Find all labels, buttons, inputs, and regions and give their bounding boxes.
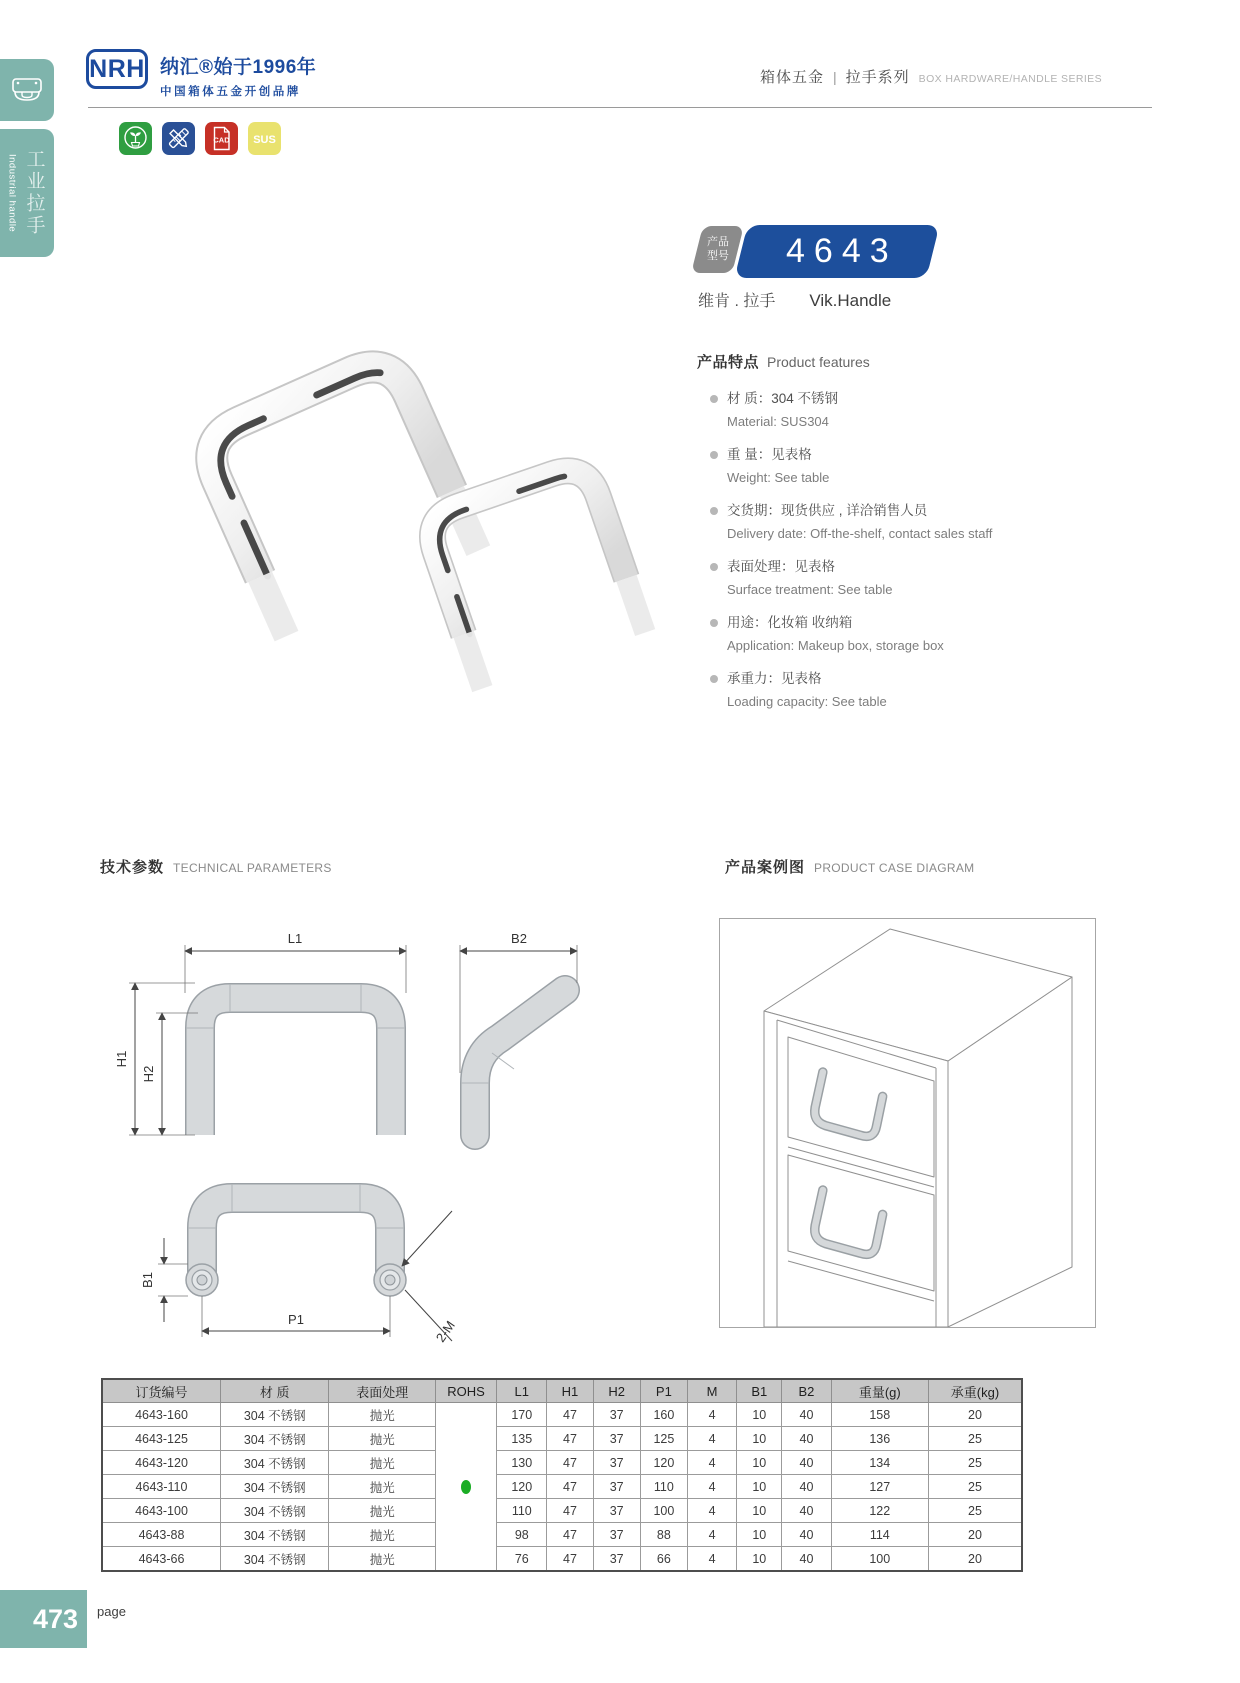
tech-params-title-en: TECHNICAL PARAMETERS bbox=[173, 861, 332, 875]
series-title bbox=[760, 66, 1102, 87]
table-cell: 40 bbox=[782, 1547, 831, 1572]
table-cell: 4643-110 bbox=[102, 1475, 221, 1499]
table-cell: 20 bbox=[929, 1403, 1023, 1427]
table-cell: 47 bbox=[547, 1547, 593, 1572]
table-cell: 158 bbox=[831, 1403, 928, 1427]
table-cell: 4643-88 bbox=[102, 1523, 221, 1547]
table-cell: 4643-160 bbox=[102, 1403, 221, 1427]
table-cell: 127 bbox=[831, 1475, 928, 1499]
table-cell: 120 bbox=[497, 1475, 547, 1499]
feature-text-en: Material: SUS304 bbox=[727, 414, 829, 429]
tech-params-title-cn: 技术参数 bbox=[100, 859, 165, 876]
technical-drawing bbox=[100, 893, 662, 1355]
table-cell: 136 bbox=[831, 1427, 928, 1451]
sus-glyph bbox=[248, 122, 281, 155]
spec-table bbox=[101, 1378, 1023, 1572]
tech-params-header bbox=[100, 856, 332, 877]
table-cell: 98 bbox=[497, 1523, 547, 1547]
table-cell: 304 不锈钢 bbox=[221, 1403, 329, 1427]
spec-col-header: 重量(g) bbox=[831, 1379, 928, 1403]
table-cell: 88 bbox=[640, 1523, 687, 1547]
feature-text-cn: 表面处理：见表格 bbox=[727, 559, 835, 574]
case-diagram-header bbox=[725, 856, 974, 877]
model-tag bbox=[691, 226, 744, 273]
table-cell: 304 不锈钢 bbox=[221, 1547, 329, 1572]
feature-text-cn: 重 量：见表格 bbox=[727, 447, 812, 462]
table-cell: 37 bbox=[593, 1475, 640, 1499]
spec-col-header: H2 bbox=[593, 1379, 640, 1403]
table-cell: 10 bbox=[737, 1451, 782, 1475]
feature-text-cn: 交货期：现货供应 , 详洽销售人员 bbox=[727, 503, 928, 518]
table-cell: 抛光 bbox=[329, 1403, 435, 1427]
sus-icon bbox=[248, 122, 281, 155]
feature-text-en: Weight: See table bbox=[727, 470, 830, 485]
series-title-cn: 箱体五金 bbox=[760, 69, 825, 86]
table-cell: 4 bbox=[687, 1499, 736, 1523]
rohs-indicator-cell bbox=[435, 1403, 496, 1572]
table-cell: 抛光 bbox=[329, 1475, 435, 1499]
feature-item bbox=[697, 387, 1187, 433]
spec-col-header: 订货编号 bbox=[102, 1379, 221, 1403]
table-cell: 10 bbox=[737, 1499, 782, 1523]
feature-text-cn: 用途：化妆箱 收纳箱 bbox=[727, 615, 853, 630]
feature-text-en: Application: Makeup box, storage box bbox=[727, 638, 944, 653]
table-cell: 4643-100 bbox=[102, 1499, 221, 1523]
features-title bbox=[697, 351, 1187, 372]
feature-text-cn: 材 质：304 不锈钢 bbox=[727, 391, 839, 406]
spec-col-header: 材 质 bbox=[221, 1379, 329, 1403]
series-title-en: BOX HARDWARE/HANDLE SERIES bbox=[918, 73, 1102, 85]
model-tag-line2: 型号 bbox=[706, 249, 729, 262]
table-cell: 抛光 bbox=[329, 1499, 435, 1523]
sidebar-category-block bbox=[0, 59, 54, 121]
drawing-bottom-view bbox=[140, 1184, 458, 1345]
bullet-dot-icon bbox=[710, 619, 718, 627]
table-cell: 37 bbox=[593, 1499, 640, 1523]
features-title-cn: 产品特点 bbox=[697, 354, 760, 371]
pencil-ruler-glyph bbox=[162, 122, 195, 155]
product-name bbox=[698, 288, 891, 311]
table-row bbox=[102, 1403, 1022, 1427]
cad-label: CAD bbox=[213, 135, 230, 145]
feature-text-cn: 承重力：见表格 bbox=[727, 671, 822, 686]
rohs-plant-glyph bbox=[119, 122, 152, 155]
table-cell: 130 bbox=[497, 1451, 547, 1475]
table-cell: 47 bbox=[547, 1475, 593, 1499]
table-cell: 40 bbox=[782, 1523, 831, 1547]
table-cell: 304 不锈钢 bbox=[221, 1451, 329, 1475]
table-cell: 抛光 bbox=[329, 1547, 435, 1572]
handle-small bbox=[424, 462, 646, 689]
feature-text-en: Delivery date: Off-the-shelf, contact sales staff bbox=[727, 526, 993, 541]
table-cell: 40 bbox=[782, 1451, 831, 1475]
page-label: page bbox=[97, 1604, 126, 1619]
bullet-dot-icon bbox=[710, 395, 718, 403]
table-cell: 100 bbox=[831, 1547, 928, 1572]
table-cell: 304 不锈钢 bbox=[221, 1499, 329, 1523]
dim-label-b1: B1 bbox=[140, 1272, 155, 1288]
table-cell: 40 bbox=[782, 1499, 831, 1523]
spec-col-header: P1 bbox=[640, 1379, 687, 1403]
spec-col-header: H1 bbox=[547, 1379, 593, 1403]
table-cell: 4643-120 bbox=[102, 1451, 221, 1475]
table-cell: 114 bbox=[831, 1523, 928, 1547]
spec-col-header: B1 bbox=[737, 1379, 782, 1403]
feature-item bbox=[697, 443, 1187, 489]
header-divider bbox=[88, 107, 1152, 108]
features-section bbox=[697, 351, 1187, 723]
table-cell: 4 bbox=[687, 1475, 736, 1499]
dim-label-h2: H2 bbox=[141, 1065, 156, 1083]
table-cell: 10 bbox=[737, 1427, 782, 1451]
spec-col-header: ROHS bbox=[435, 1379, 496, 1403]
dim-label-2m: 2-M bbox=[432, 1317, 458, 1345]
bullet-dot-icon bbox=[710, 507, 718, 515]
table-cell: 304 不锈钢 bbox=[221, 1475, 329, 1499]
table-cell: 20 bbox=[929, 1523, 1023, 1547]
table-cell: 66 bbox=[640, 1547, 687, 1572]
table-cell: 4 bbox=[687, 1547, 736, 1572]
spec-col-header: L1 bbox=[497, 1379, 547, 1403]
dim-label-l1: L1 bbox=[287, 931, 303, 946]
table-cell: 110 bbox=[497, 1499, 547, 1523]
brand-text bbox=[160, 52, 316, 99]
spec-table-head-row bbox=[102, 1379, 1022, 1403]
page-number: 473 bbox=[32, 1603, 78, 1634]
feature-item bbox=[697, 667, 1187, 713]
table-cell: 304 不锈钢 bbox=[221, 1523, 329, 1547]
feature-item bbox=[697, 555, 1187, 601]
table-row bbox=[102, 1523, 1022, 1547]
box-handle-icon bbox=[8, 73, 46, 107]
dim-label-h1: H1 bbox=[114, 1050, 129, 1068]
table-cell: 25 bbox=[929, 1475, 1023, 1499]
series-title-cn2: 拉手系列 bbox=[845, 69, 910, 86]
product-name-en: Vik.Handle bbox=[809, 291, 892, 310]
table-cell: 37 bbox=[593, 1451, 640, 1475]
table-cell: 40 bbox=[782, 1475, 831, 1499]
table-cell: 25 bbox=[929, 1451, 1023, 1475]
table-cell: 抛光 bbox=[329, 1427, 435, 1451]
page-number-badge bbox=[0, 1590, 87, 1648]
case-diagram-title-en: PRODUCT CASE DIAGRAM bbox=[814, 861, 975, 875]
brand-line2: 中国箱体五金开创品牌 bbox=[160, 86, 301, 98]
table-cell: 135 bbox=[497, 1427, 547, 1451]
table-cell: 37 bbox=[593, 1403, 640, 1427]
table-cell: 304 不锈钢 bbox=[221, 1427, 329, 1451]
spec-table-body bbox=[102, 1403, 1022, 1572]
table-cell: 10 bbox=[737, 1523, 782, 1547]
table-row bbox=[102, 1547, 1022, 1572]
product-name-cn: 维肯 . 拉手 bbox=[698, 293, 776, 310]
features-title-en: Product features bbox=[767, 354, 870, 370]
table-cell: 37 bbox=[593, 1523, 640, 1547]
nrh-logo bbox=[86, 49, 148, 89]
rohs-dot bbox=[461, 1480, 471, 1494]
table-cell: 47 bbox=[547, 1523, 593, 1547]
case-diagram-box bbox=[719, 918, 1096, 1328]
table-cell: 125 bbox=[640, 1427, 687, 1451]
table-cell: 100 bbox=[640, 1499, 687, 1523]
brand-line1: 纳汇®始于1996年 bbox=[160, 57, 317, 78]
dim-label-b2: B2 bbox=[511, 931, 527, 946]
table-cell: 134 bbox=[831, 1451, 928, 1475]
table-cell: 抛光 bbox=[329, 1451, 435, 1475]
table-cell: 160 bbox=[640, 1403, 687, 1427]
feature-item bbox=[697, 611, 1187, 657]
feature-text-en: Loading capacity: See table bbox=[727, 694, 887, 709]
table-cell: 122 bbox=[831, 1499, 928, 1523]
cad-icon bbox=[205, 122, 238, 155]
table-cell: 10 bbox=[737, 1547, 782, 1572]
feature-item bbox=[697, 499, 1187, 545]
table-cell: 4 bbox=[687, 1403, 736, 1427]
sidebar-tab-industrial-handle bbox=[0, 129, 54, 257]
table-cell: 47 bbox=[547, 1499, 593, 1523]
sidebar-label-cn: 工业拉手 bbox=[23, 149, 45, 237]
table-cell: 40 bbox=[782, 1403, 831, 1427]
table-row bbox=[102, 1475, 1022, 1499]
spec-col-header: 表面处理 bbox=[329, 1379, 435, 1403]
table-cell: 抛光 bbox=[329, 1523, 435, 1547]
sidebar-label-en: Industrial handle bbox=[6, 153, 18, 233]
table-cell: 4 bbox=[687, 1427, 736, 1451]
table-cell: 47 bbox=[547, 1427, 593, 1451]
bullet-dot-icon bbox=[710, 451, 718, 459]
table-cell: 25 bbox=[929, 1499, 1023, 1523]
table-cell: 40 bbox=[782, 1427, 831, 1451]
table-cell: 76 bbox=[497, 1547, 547, 1572]
feature-text-en: Surface treatment: See table bbox=[727, 582, 893, 597]
cert-icon-row bbox=[119, 122, 281, 155]
rohs-icon bbox=[119, 122, 152, 155]
drawing-front-view bbox=[114, 931, 406, 1135]
spec-col-header: M bbox=[687, 1379, 736, 1403]
table-cell: 37 bbox=[593, 1427, 640, 1451]
feature-list bbox=[697, 387, 1187, 713]
table-cell: 4 bbox=[687, 1523, 736, 1547]
table-cell: 120 bbox=[640, 1451, 687, 1475]
sus-label: SUS bbox=[253, 134, 276, 146]
table-cell: 110 bbox=[640, 1475, 687, 1499]
drawing-side-view bbox=[460, 931, 577, 1135]
series-separator: | bbox=[833, 69, 837, 85]
table-row bbox=[102, 1499, 1022, 1523]
table-cell: 4643-66 bbox=[102, 1547, 221, 1572]
table-cell: 10 bbox=[737, 1403, 782, 1427]
table-cell: 170 bbox=[497, 1403, 547, 1427]
case-diagram-drawing bbox=[720, 919, 1095, 1327]
table-row bbox=[102, 1427, 1022, 1451]
table-cell: 20 bbox=[929, 1547, 1023, 1572]
table-cell: 4643-125 bbox=[102, 1427, 221, 1451]
bullet-dot-icon bbox=[710, 675, 718, 683]
table-cell: 4 bbox=[687, 1451, 736, 1475]
spec-col-header: B2 bbox=[782, 1379, 831, 1403]
cad-file-glyph bbox=[205, 122, 238, 155]
table-cell: 25 bbox=[929, 1427, 1023, 1451]
table-cell: 10 bbox=[737, 1475, 782, 1499]
table-row bbox=[102, 1451, 1022, 1475]
model-number: 4643 bbox=[785, 232, 898, 270]
bullet-dot-icon bbox=[710, 563, 718, 571]
dim-label-p1: P1 bbox=[288, 1312, 304, 1327]
spec-col-header: 承重(kg) bbox=[929, 1379, 1023, 1403]
table-cell: 37 bbox=[593, 1547, 640, 1572]
model-banner bbox=[734, 225, 939, 278]
table-cell: 47 bbox=[547, 1403, 593, 1427]
design-tools-icon bbox=[162, 122, 195, 155]
nrh-logo-text: NRH bbox=[89, 54, 145, 83]
table-cell: 47 bbox=[547, 1451, 593, 1475]
case-diagram-title-cn: 产品案例图 bbox=[725, 859, 806, 876]
product-photo bbox=[100, 232, 662, 710]
model-tag-line1: 产品 bbox=[706, 235, 729, 248]
